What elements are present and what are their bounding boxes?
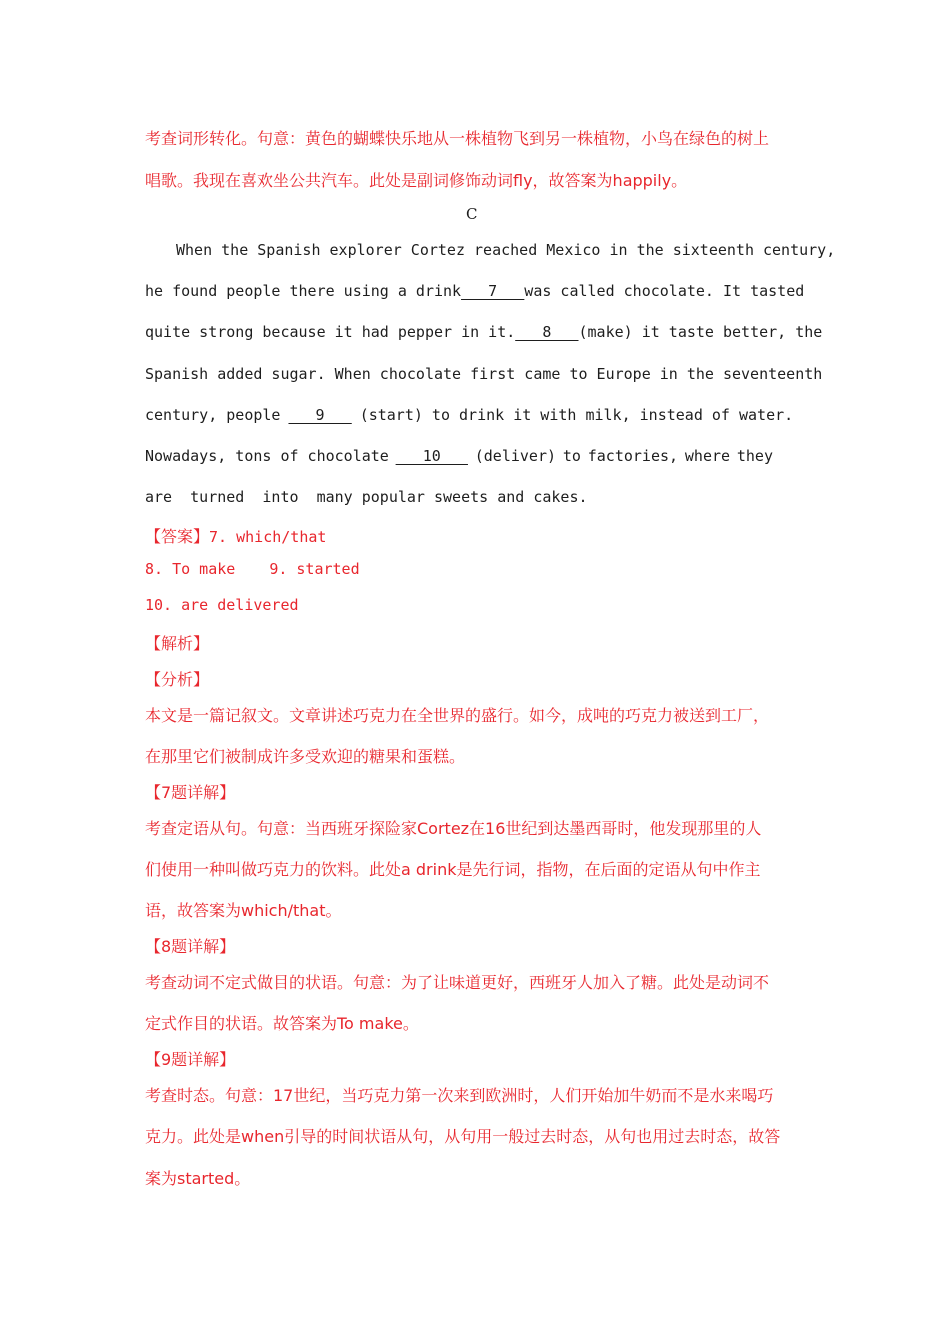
detail-line: 考查定语从句。句意：当西班牙探险家Cortez在16世纪到达墨西哥时，他发现那里的人 [145, 819, 762, 838]
passage-text: (start) to drink it with milk, instead of water. [359, 406, 794, 424]
passage-line: When the Spanish explorer Cortez reached Mexico in the sixteenth century, [176, 241, 836, 259]
detail-line: 们使用一种叫做巧克力的饮料。此处a drink是先行词，指物，在后面的定语从句中作主 [145, 860, 761, 879]
detail-line: 克力。此处是when引导的时间状语从句，从句用一般过去时态，从句也用过去时态，故答 [145, 1127, 781, 1146]
blank-10: ___10___ [395, 447, 468, 465]
analysis-subheading: 【分析】 [145, 670, 210, 689]
blank-7: ___7___ [461, 282, 525, 300]
passage-line [145, 282, 805, 300]
passage-text: (deliver) [474, 447, 557, 465]
intro-line: 唱歌。我现在喜欢坐公共汽车。此处是副词修饰动词fly，故答案为happily。 [145, 171, 688, 190]
passage-text: century, people [145, 406, 281, 424]
detail-heading: 【8题详解】 [145, 937, 236, 956]
passage-line: Spanish added sugar. When chocolate first came to Europe in the seventeenth [145, 365, 823, 383]
passage-text: where [684, 447, 731, 465]
analysis-line: 本文是一篇记叙文。文章讲述巧克力在全世界的盛行。如今，成吨的巧克力被送到工厂， [145, 706, 770, 725]
answer-8: 8. To make [145, 560, 236, 578]
detail-line: 考查时态。句意：17世纪，当巧克力第一次来到欧洲时，人们开始加牛奶而不是水来喝巧 [145, 1086, 774, 1105]
passage-text: factories, [587, 447, 679, 465]
passage-line [145, 406, 793, 424]
passage-line: are turned into many popular sweets and cakes. [145, 488, 588, 506]
passage-text: was called chocolate. It tasted [524, 282, 805, 300]
detail-heading: 【9题详解】 [145, 1050, 236, 1069]
passage-text: they [736, 447, 773, 465]
intro-line: 考查词形转化。句意：黄色的蝴蝶快乐地从一株植物飞到另一株植物，小鸟在绿色的树上 [145, 129, 770, 148]
analysis-line: 在那里它们被制成许多受欢迎的糖果和蛋糕。 [145, 747, 466, 766]
answer-9: 9. started [269, 560, 360, 578]
answer-line [145, 524, 326, 547]
passage-text: quite strong because it had pepper in it. [145, 323, 516, 341]
blank-9: ___9___ [288, 406, 352, 424]
answer-10: 10. are delivered [145, 596, 299, 614]
blank-8: ___8___ [515, 323, 579, 341]
passage-line [145, 323, 823, 341]
detail-line: 考查动词不定式做目的状语。句意：为了让味道更好，西班牙人加入了糖。此处是动词不 [145, 973, 770, 992]
passage-text: to [562, 447, 581, 465]
passage-line [145, 447, 773, 465]
section-label: C [466, 205, 478, 223]
passage-text: Nowadays, tons of chocolate [145, 447, 389, 465]
passage-text: he found people there using a drink [145, 282, 462, 300]
detail-line: 定式作目的状语。故答案为To make。 [145, 1014, 419, 1033]
analysis-heading: 【解析】 [145, 634, 210, 653]
passage-text: (make) it taste better, the [578, 323, 823, 341]
answer-label: 【答案】 [145, 527, 210, 546]
detail-heading: 【7题详解】 [145, 783, 236, 802]
answer-7: 7. which/that [209, 528, 327, 546]
answer-line [145, 560, 360, 578]
detail-line: 案为started。 [145, 1169, 251, 1188]
detail-line: 语，故答案为which/that。 [145, 901, 342, 920]
